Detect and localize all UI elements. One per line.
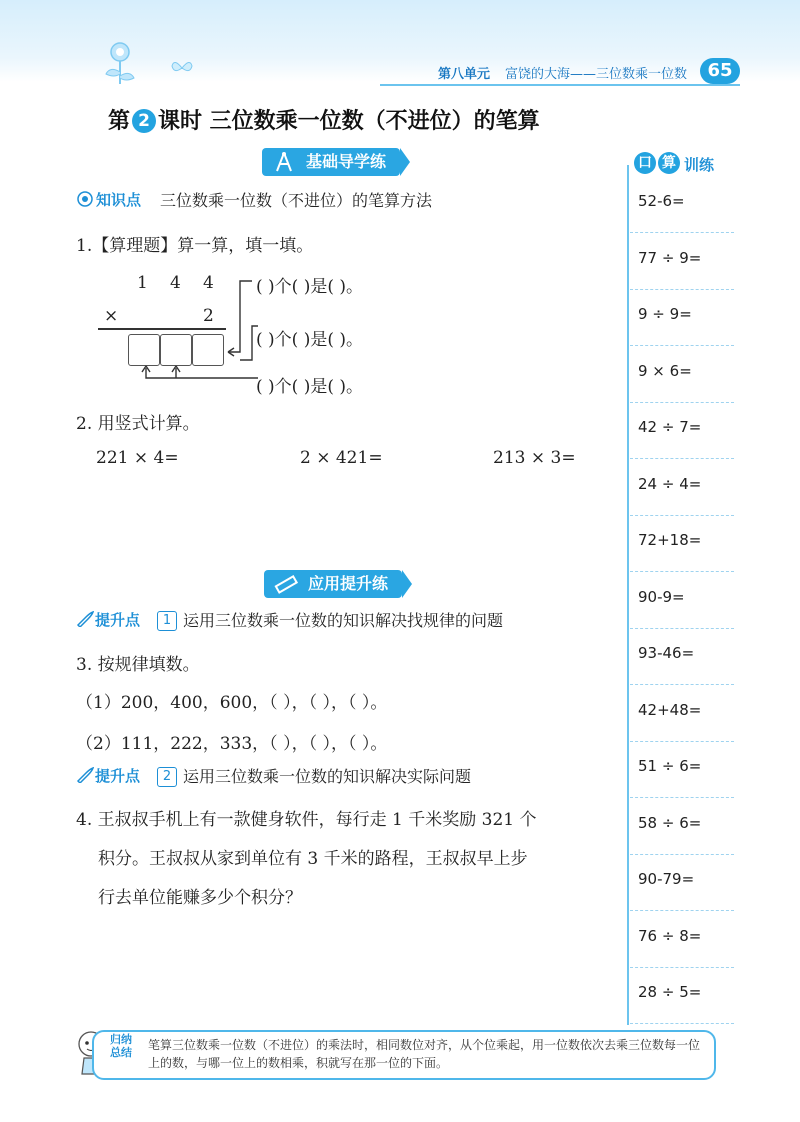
unit-title: 富饶的大海——三位数乘一位数 bbox=[505, 67, 688, 82]
section-banner-basic-label: 基础导学练 bbox=[306, 152, 387, 171]
point1-number-wrap bbox=[153, 609, 181, 631]
summary-tag bbox=[110, 1033, 132, 1059]
multiplier-digit: 2 bbox=[203, 306, 214, 326]
multiplicand-digit-hundreds: 1 bbox=[137, 273, 148, 293]
oral-item-separator bbox=[630, 684, 734, 685]
oral-item-separator bbox=[630, 797, 734, 798]
q4-line-2: 积分。王叔叔从家到单位有 3 千米的路程，王叔叔早上步 bbox=[98, 849, 528, 869]
question-2: 2. 用竖式计算。 bbox=[76, 414, 200, 434]
oral-item: 9 × 6= bbox=[638, 361, 692, 380]
lesson-prefix: 第 bbox=[108, 109, 131, 134]
oral-item: 9 ÷ 9= bbox=[638, 305, 692, 323]
knowledge-text: 三位数乘一位数（不进位）的笔算方法 bbox=[160, 191, 433, 210]
point2-number: 2 bbox=[157, 767, 177, 787]
summary-tag-bottom: 总结 bbox=[110, 1046, 132, 1059]
lesson-suffix: 课时 三位数乘一位数（不进位）的笔算 bbox=[158, 109, 540, 134]
rocket-icon-2 bbox=[76, 767, 94, 783]
oral-item: 51 ÷ 6= bbox=[638, 757, 702, 775]
oral-item-separator bbox=[630, 628, 734, 629]
q2-item-2: 2 × 421= bbox=[300, 448, 383, 468]
summary-text: 笔算三位数乘一位数（不进位）的乘法时，相同数位对齐，从个位乘起，用一位数依次去乘三位数每一位上的数，与哪一位上的数相乘，积就写在那一位的下面。 bbox=[148, 1038, 701, 1070]
point1-text: 运用三位数乘一位数的知识解决找规律的问题 bbox=[183, 611, 504, 630]
section-banner-apply bbox=[264, 570, 402, 598]
lesson-title bbox=[108, 104, 540, 135]
oral-item: 90-79= bbox=[638, 870, 695, 888]
section-banner-basic bbox=[262, 148, 400, 176]
question-1: 1.【算理题】算一算，填一填。 bbox=[76, 236, 314, 256]
compass-icon bbox=[272, 151, 296, 173]
fill-line-1[interactable]: ( )个( )是( )。 bbox=[256, 277, 364, 297]
q3-line-1[interactable]: （1）200，400，600，（ ），（ ），（ ）。 bbox=[76, 693, 388, 713]
header-divider bbox=[380, 84, 740, 86]
oral-item: 90-9= bbox=[638, 587, 685, 606]
point1-number: 1 bbox=[157, 611, 177, 631]
oral-title-b: 算 bbox=[658, 152, 680, 174]
q2-item-1: 221 × 4= bbox=[96, 448, 179, 468]
oral-item: 42 ÷ 7= bbox=[638, 418, 702, 436]
bracket-arrows bbox=[140, 270, 270, 390]
q3-line-2[interactable]: （2）111，222，333，（ ），（ ），（ ）。 bbox=[76, 734, 388, 754]
times-sign: × bbox=[104, 306, 119, 326]
multiplicand-digit-ones: 4 bbox=[203, 273, 214, 293]
oral-title-a: 口 bbox=[634, 152, 656, 174]
q4-line-3: 行去单位能赚多少个积分？ bbox=[98, 888, 302, 908]
summary-tag-top: 归纳 bbox=[110, 1033, 132, 1046]
oral-practice-title bbox=[628, 150, 732, 178]
knowledge-tag: 知识点 bbox=[96, 191, 142, 209]
oral-item: 28 ÷ 5= bbox=[638, 983, 702, 1001]
ruler-icon bbox=[274, 573, 298, 595]
question-3: 3. 按规律填数。 bbox=[76, 655, 200, 675]
butterfly-icon bbox=[170, 58, 194, 78]
oral-item: 93-46= bbox=[638, 644, 695, 662]
fill-line-3[interactable]: ( )个( )是( )。 bbox=[256, 377, 364, 397]
q2-item-3: 213 × 3= bbox=[493, 448, 576, 468]
oral-item: 58 ÷ 6= bbox=[638, 813, 702, 832]
point2-tag: 提升点 bbox=[95, 767, 141, 785]
oral-item: 52-6= bbox=[638, 192, 685, 210]
oral-item: 72+18= bbox=[638, 531, 702, 549]
oral-item: 77 ÷ 9= bbox=[638, 248, 702, 267]
unit-label: 第八单元 bbox=[438, 67, 491, 82]
oral-item-separator bbox=[630, 854, 734, 855]
point2-number-wrap bbox=[153, 765, 181, 787]
oral-item-separator bbox=[630, 458, 734, 459]
multiplicand-digit-tens: 4 bbox=[170, 273, 181, 293]
oral-item-separator bbox=[630, 910, 734, 911]
oral-item-separator bbox=[630, 345, 734, 346]
oral-item-separator bbox=[630, 289, 734, 290]
oral-item-separator bbox=[630, 515, 734, 516]
oral-item-separator bbox=[630, 402, 734, 403]
oral-item-separator bbox=[630, 967, 734, 968]
rocket-icon bbox=[76, 611, 94, 627]
lesson-number: 2 bbox=[132, 109, 156, 133]
oral-item-separator bbox=[630, 232, 734, 233]
oral-item: 24 ÷ 4= bbox=[638, 474, 702, 493]
oral-title-c: 训练 bbox=[684, 156, 715, 174]
fill-line-2[interactable]: ( )个( )是( )。 bbox=[256, 330, 364, 350]
section-banner-apply-label: 应用提升练 bbox=[308, 574, 389, 593]
point2-text: 运用三位数乘一位数的知识解决实际问题 bbox=[183, 767, 472, 786]
target-icon bbox=[76, 190, 94, 208]
page-number: 65 bbox=[700, 58, 740, 84]
oral-item: 42+48= bbox=[638, 700, 702, 719]
oral-item-separator bbox=[630, 1023, 734, 1024]
sidebar-divider bbox=[627, 165, 629, 1025]
oral-item: 76 ÷ 8= bbox=[638, 926, 702, 945]
oral-item-separator bbox=[630, 571, 734, 572]
q4-line-1: 4. 王叔叔手机上有一款健身软件，每行走 1 千米奖励 321 个 bbox=[76, 810, 537, 830]
flower-decoration-icon bbox=[96, 36, 152, 86]
point1-tag: 提升点 bbox=[95, 611, 141, 629]
oral-item-separator bbox=[630, 741, 734, 742]
